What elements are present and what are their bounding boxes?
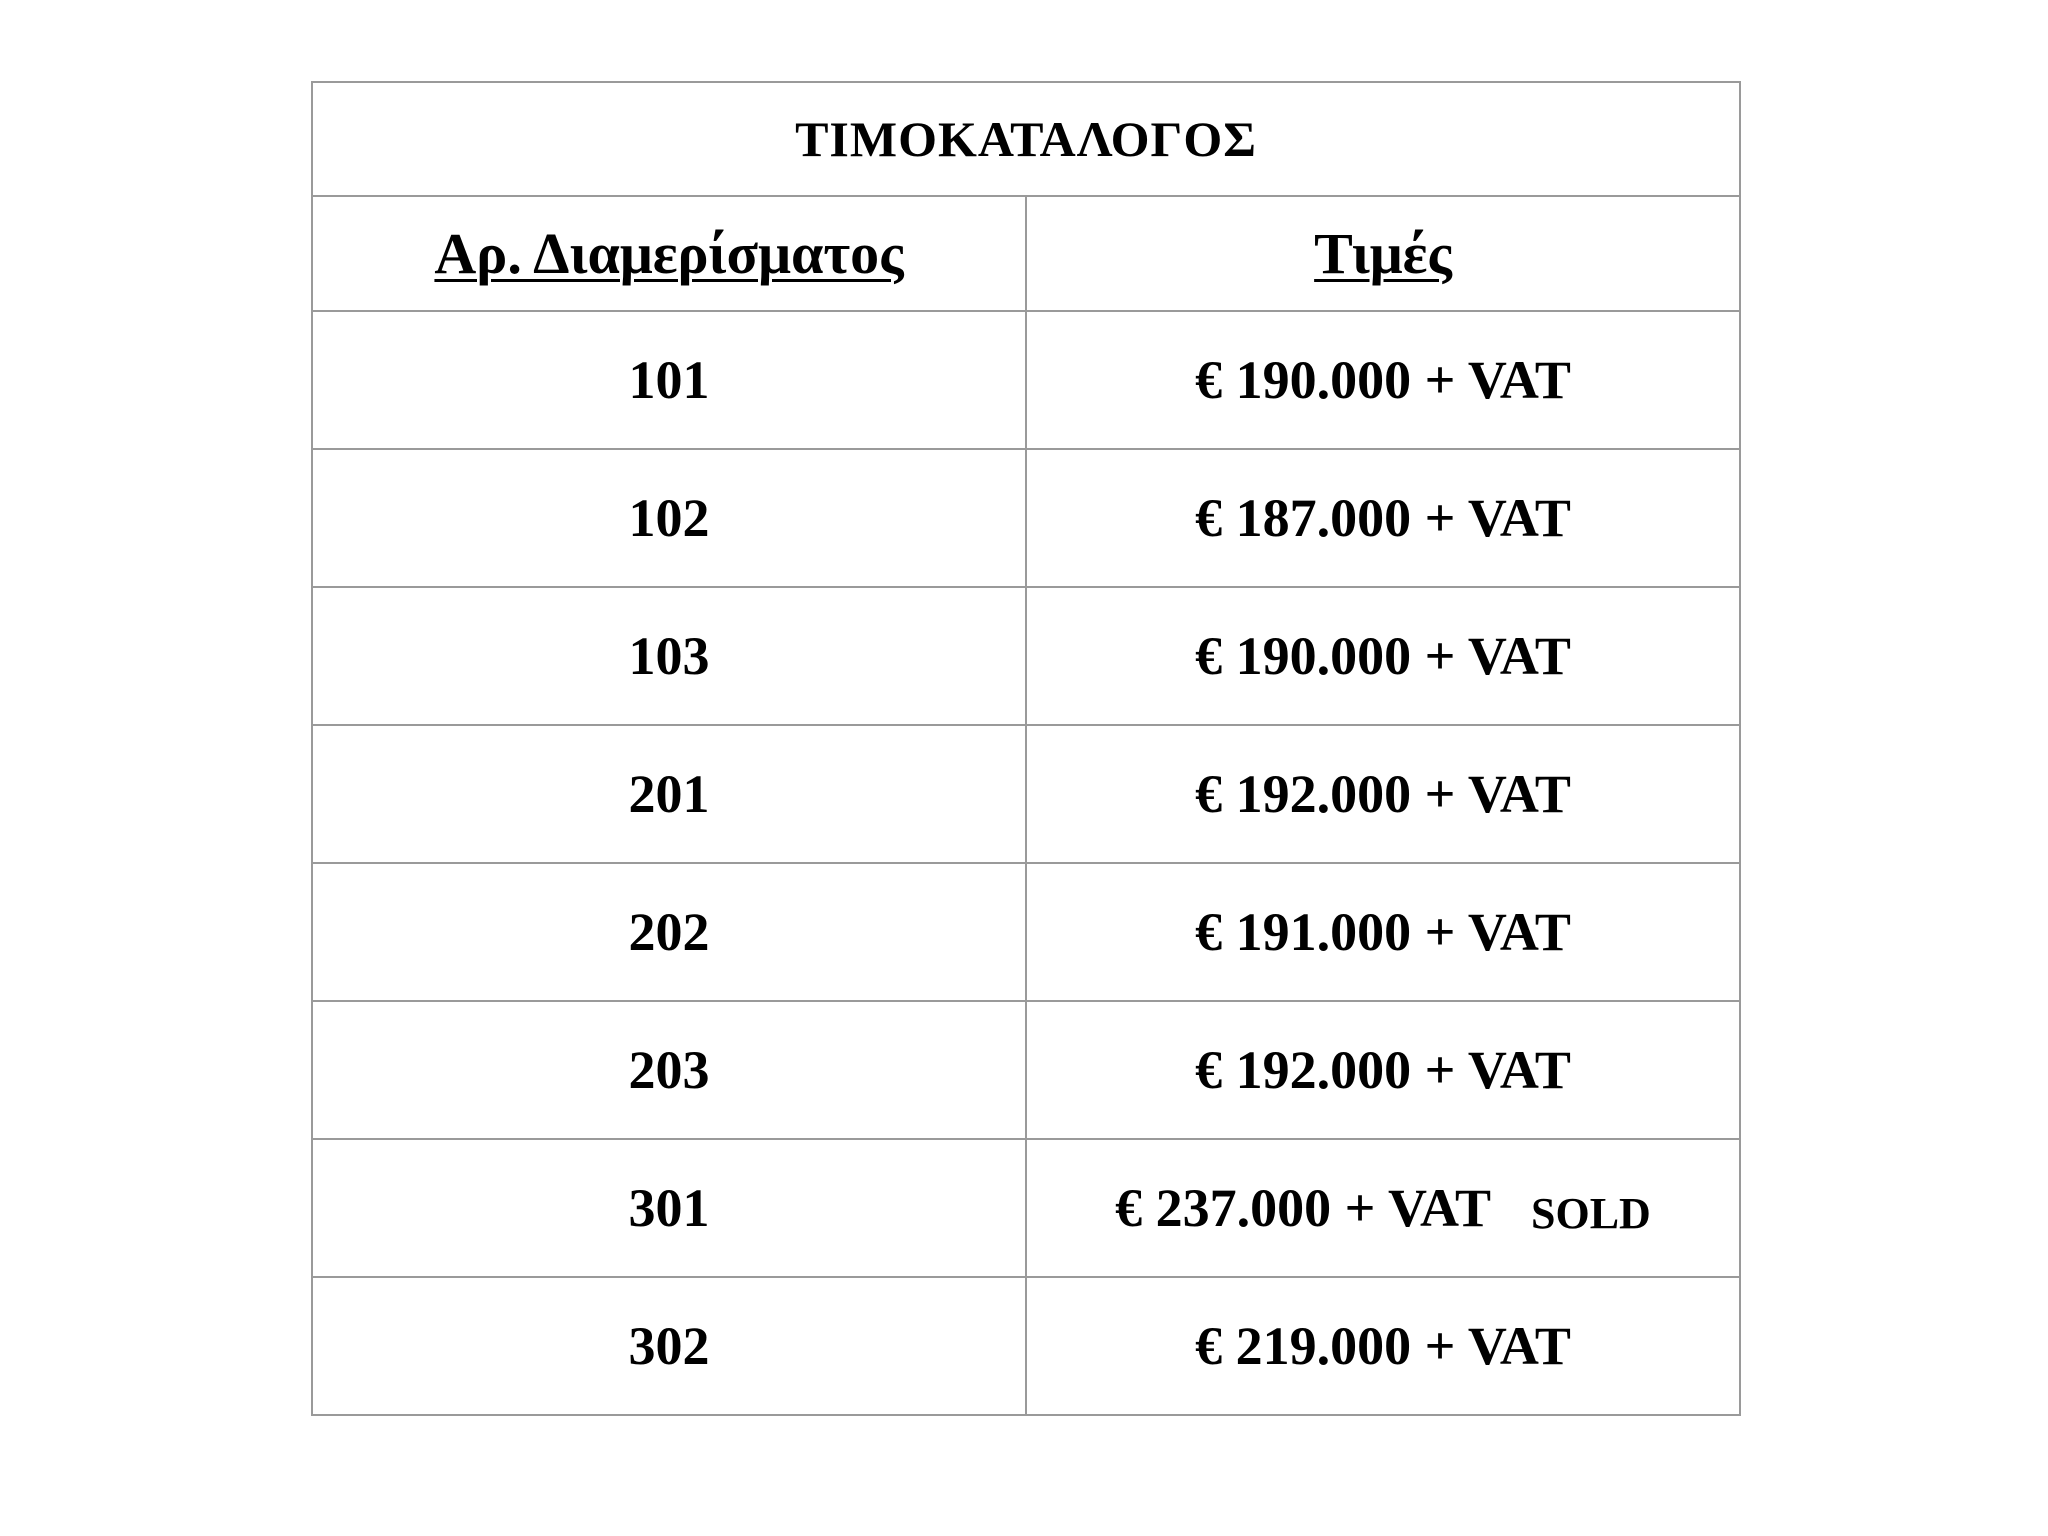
table-row — [312, 863, 1740, 1001]
apartment-number-header: Αρ. Διαμερίσματος — [312, 196, 1026, 311]
apartment-number-cell: 302 — [312, 1277, 1026, 1415]
price-cell — [1026, 1001, 1740, 1139]
price-cell — [1026, 449, 1740, 587]
price-header: Τιμές — [1026, 196, 1740, 311]
price-value: € 192.000 + VAT — [1195, 764, 1571, 824]
price-cell — [1026, 1277, 1740, 1415]
price-value: € 237.000 + VAT — [1115, 1178, 1492, 1238]
sold-status-label: SOLD — [1531, 1189, 1651, 1238]
table-row — [312, 1001, 1740, 1139]
apartment-number-cell: 201 — [312, 725, 1026, 863]
price-value: € 187.000 + VAT — [1195, 488, 1571, 548]
table-row — [312, 311, 1740, 449]
apartment-number-cell: 103 — [312, 587, 1026, 725]
table-title: ΤΙΜΟΚΑΤΑΛΟΓΟΣ — [312, 82, 1740, 196]
price-list-table — [311, 81, 1741, 1416]
price-cell — [1026, 587, 1740, 725]
apartment-number-cell: 301 — [312, 1139, 1026, 1277]
apartment-number-cell: 202 — [312, 863, 1026, 1001]
apartment-number-cell: 203 — [312, 1001, 1026, 1139]
title-row — [312, 82, 1740, 196]
price-cell — [1026, 863, 1740, 1001]
table-row — [312, 449, 1740, 587]
apartment-number-cell: 101 — [312, 311, 1026, 449]
price-cell — [1026, 725, 1740, 863]
table-row — [312, 1139, 1740, 1277]
price-cell — [1026, 311, 1740, 449]
price-value: € 192.000 + VAT — [1195, 1040, 1571, 1100]
price-cell — [1026, 1139, 1740, 1277]
table-row — [312, 725, 1740, 863]
table-row — [312, 587, 1740, 725]
apartment-number-cell: 102 — [312, 449, 1026, 587]
price-value: € 190.000 + VAT — [1195, 350, 1571, 410]
price-value: € 219.000 + VAT — [1195, 1316, 1571, 1376]
table-row — [312, 1277, 1740, 1415]
header-row — [312, 196, 1740, 311]
price-value: € 191.000 + VAT — [1195, 902, 1571, 962]
price-value: € 190.000 + VAT — [1195, 626, 1571, 686]
